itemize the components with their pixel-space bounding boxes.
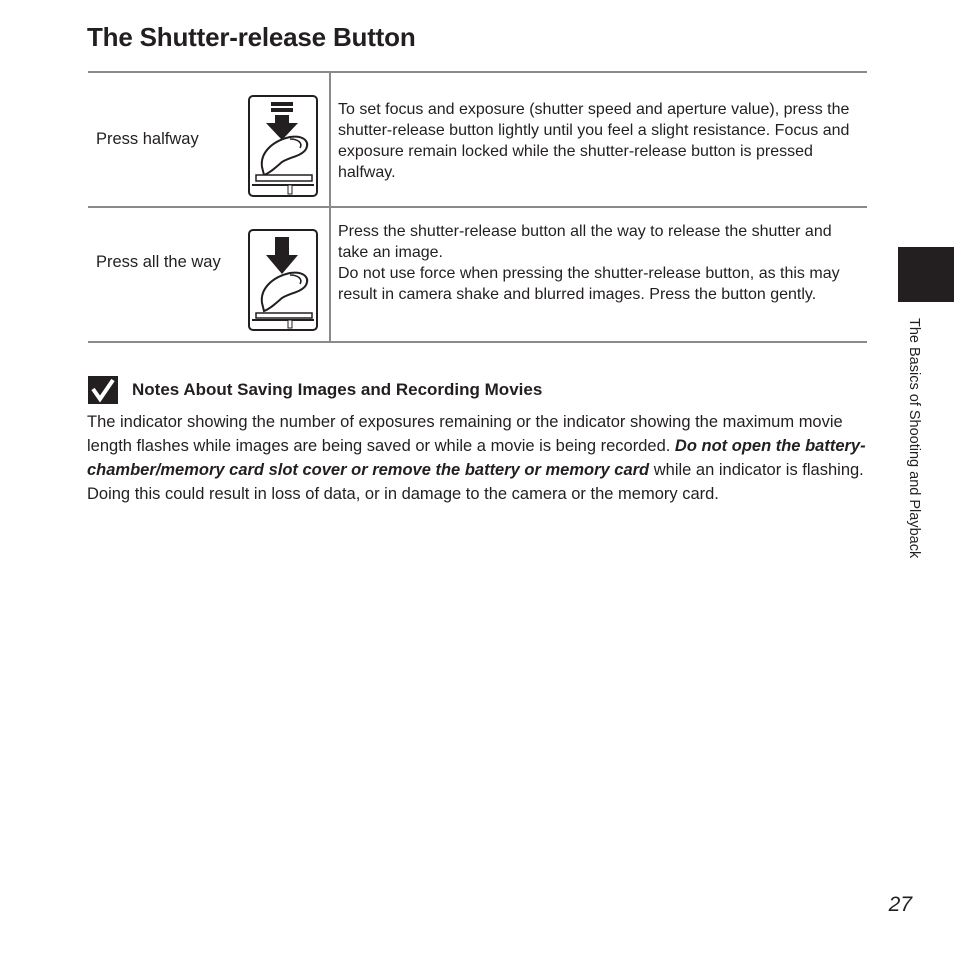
table-row-halfway	[88, 73, 867, 208]
section-tab-marker	[898, 247, 954, 302]
row-description: To set focus and exposure (shutter speed and aperture value), press the shutter-release button lightly until you feel a slight resistance. Focus and exposure remain locked while the shutter-release button is pressed halfway.	[338, 101, 850, 181]
row-label: Press halfway	[96, 130, 199, 148]
page-title: The Shutter-release Button	[87, 22, 416, 52]
shutter-halfway-icon	[248, 95, 318, 197]
shutter-press-table	[88, 71, 867, 343]
column-divider	[329, 208, 331, 341]
column-divider	[329, 73, 331, 206]
note-body: The indicator showing the number of exposures remaining or the indicator showing the maximum movie length flashes while images are being saved or while a movie is being recorded. Do not open the battery-chamber/memory card slot cover or remove the battery or memory card while an indicator is flashing. Doing this could result in loss of data, or in damage to the camera or the memory card.	[87, 413, 866, 503]
table-row-all-the-way	[88, 208, 867, 343]
section-side-label: The Basics of Shooting and Playback	[906, 318, 922, 559]
note-warning: Do not open the battery-chamber/memory card slot cover or remove the battery or memory card	[87, 437, 866, 479]
page-number: 27	[888, 893, 912, 916]
row-label: Press all the way	[96, 253, 221, 271]
row-description: Press the shutter-release button all the way to release the shutter and take an image. Do not use force when pressing the shutter-release button, as this may result in camera shake and blurred images. Press the button gently.	[338, 223, 840, 303]
shutter-fully-pressed-icon	[248, 229, 318, 331]
note-title: Notes About Saving Images and Recording Movies	[132, 380, 543, 399]
note-heading	[88, 376, 542, 404]
checkmark-note-icon	[88, 376, 118, 404]
